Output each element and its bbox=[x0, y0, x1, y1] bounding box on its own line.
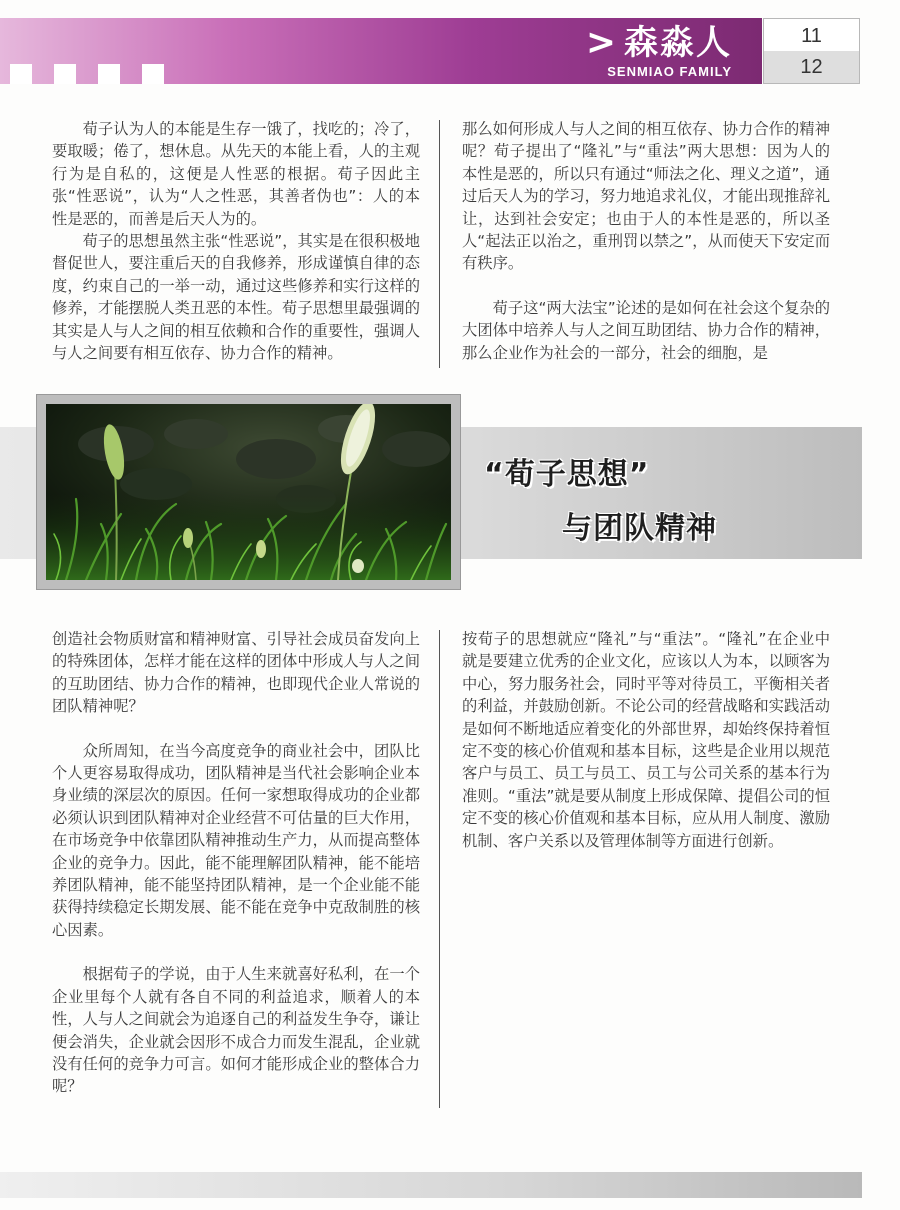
paragraph: 按荀子的思想就应“隆礼”与“重法”。“隆礼”在企业中就是要建立优秀的企业文化，应该以人为本，以顾客为中心，努力服务社会，同时平等对待员工，平衡相关者的利益，并鼓励创新。不论公司的经营战略和实践活动是如何不断地适应着变化的外部世界，却始终保持着恒定不变的核心价值观和基本目标，这些是企业用以规范客户与员工、员工与员工、员工与公司关系的基本行为准则。“重法”就是要从制度上形成保障、提倡公司的恒定不变的核心价值观和基本目标，应从用人制度、激励机制、客户关系以及管理体制等方面进行创新。 bbox=[462, 630, 830, 850]
top-right-column bbox=[462, 118, 830, 364]
paragraph: 荀子认为人的本能是生存一饿了，找吃的；冷了，要取暖；倦了，想休息。从先天的本能上看，人的主观行为是自私的，这便是人性恶的根据。荀子因此主张“性恶说”，认为“人之性恶，其善者伪也”：人的本性是恶的，而善是后天人为的。 bbox=[52, 120, 420, 228]
page-number-right: 12 bbox=[764, 51, 859, 83]
paragraph: 那么如何形成人与人之间的相互依存、协力合作的精神呢？荀子提出了“隆礼”与“重法”两大思想：因为人的本性是恶的，所以只有通过“师法之化、理义之道”，通过后天人为的学习，努力地追求礼仪，才能出现推辞礼让，达到社会安定；也由于人的本性是恶的，所以圣人“起法正以治之，重刑罚以禁之”，从而使天下安定而有秩序。 bbox=[462, 120, 830, 273]
brand-name bbox=[586, 22, 732, 64]
column-divider bbox=[439, 120, 440, 368]
brand-arrow-icon: > bbox=[585, 22, 618, 63]
bottom-right-column bbox=[462, 628, 830, 852]
paragraph: 创造社会物质财富和精神财富、引导社会成员奋发向上的特殊团体，怎样才能在这样的团体中形成人与人之间的互助团结、协力合作的精神，也即现代企业人常说的团队精神呢？ bbox=[52, 630, 420, 716]
brand-name-text: 森淼人 bbox=[624, 23, 732, 63]
decor-square bbox=[10, 64, 32, 84]
grass-photo bbox=[46, 404, 451, 580]
feature-title-line1: “荀子思想” bbox=[484, 457, 650, 492]
paragraph: 众所周知，在当今高度竞争的商业社会中，团队比个人更容易取得成功，团队精神是当代社会影响企业本身业绩的深层次的原因。任何一家想取得成功的企业都必须认识到团队精神对企业经营不可估量的巨大作用，在市场竞争中依靠团队精神推动生产力，从而提高整体企业的竞争力。因此，能不能理解团队精神，能不能培养团队精神，能不能坚持团队精神，是一个企业能不能获得持续稳定长期发展、能不能在竞争中克敌制胜的核心因素。 bbox=[52, 741, 420, 939]
bottom-left-column bbox=[52, 628, 420, 1098]
decor-square bbox=[54, 64, 76, 84]
page-number-box bbox=[763, 18, 860, 84]
brand-logo bbox=[586, 22, 732, 80]
footer-band bbox=[0, 1172, 862, 1198]
feature-title-line2: 与团队精神 bbox=[562, 511, 717, 546]
top-left-column bbox=[52, 118, 420, 364]
header-decoration bbox=[10, 64, 180, 84]
decor-square bbox=[142, 64, 164, 84]
paragraph: 荀子这“两大法宝”论述的是如何在社会这个复杂的大团体中培养人与人之间互助团结、协力合作的精神，那么企业作为社会的一部分，社会的细胞，是 bbox=[462, 298, 830, 362]
grass-photo-illustration bbox=[46, 404, 451, 580]
photo-frame bbox=[36, 394, 461, 590]
column-divider bbox=[439, 630, 440, 1108]
paragraph: 荀子的思想虽然主张“性恶说”，其实是在很积极地督促世人，要注重后天的自我修养，形成谨慎自律的态度，约束自己的一举一动，通过这些修养和实行这样的修养，才能摆脱人类丑恶的本性。荀子思想里最强调的其实是人与人之间的相互依赖和合作的重要性，强调人与人之间要有相互依存、协力合作的精神。 bbox=[52, 232, 420, 363]
brand-subtitle: SENMIAO FAMILY bbox=[607, 64, 732, 79]
decor-square bbox=[98, 64, 120, 84]
page-number-left: 11 bbox=[801, 25, 822, 47]
paragraph: 根据荀子的学说，由于人生来就喜好私利，在一个企业里每个人就有各自不同的利益追求，顺着人的本性，人与人之间就会为追逐自己的利益发生争夺，谦让便会消失，企业就会因形不成合力而发生混乱，企业就没有任何的竞争力可言。如何才能形成企业的整体合力呢？ bbox=[52, 965, 420, 1096]
